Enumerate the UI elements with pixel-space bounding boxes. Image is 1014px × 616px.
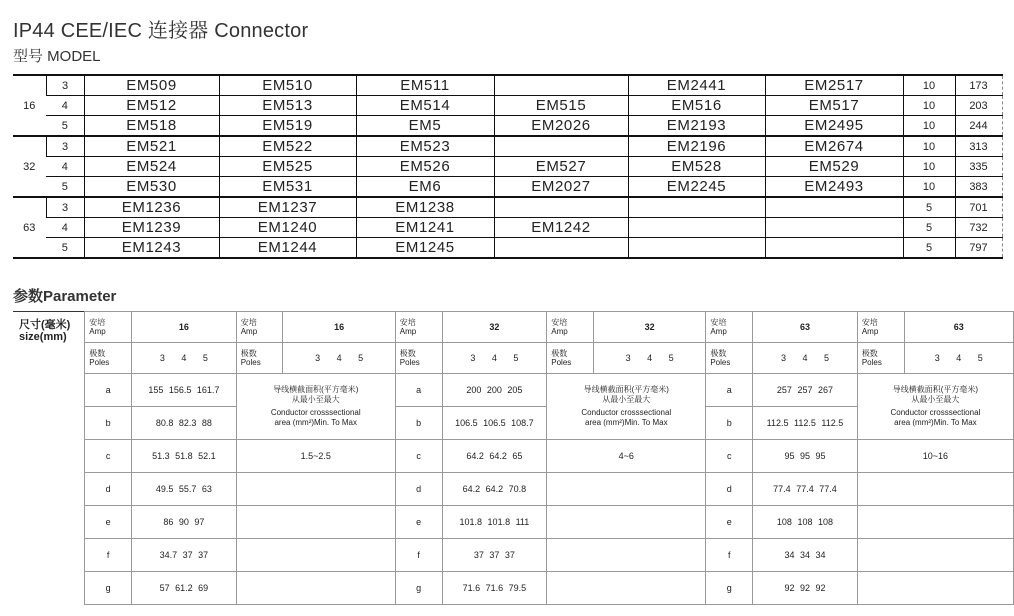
model-code: EM1239 bbox=[84, 218, 219, 238]
dimension-label: c bbox=[85, 440, 132, 473]
model-row bbox=[13, 136, 1002, 157]
poles-values: 3 4 5 bbox=[132, 343, 237, 374]
dimension-label: b bbox=[395, 407, 442, 440]
qty-cell: 10 bbox=[903, 157, 955, 177]
number-cell: 732 bbox=[955, 218, 1002, 238]
dimension-label: f bbox=[706, 539, 753, 572]
model-row bbox=[13, 116, 1002, 137]
model-code: EM1237 bbox=[219, 197, 356, 218]
qty-cell: 10 bbox=[903, 75, 955, 96]
dimension-label: b bbox=[706, 407, 753, 440]
dimension-values: 257 257 267 bbox=[753, 374, 858, 407]
model-code bbox=[494, 75, 628, 96]
model-code: EM1236 bbox=[84, 197, 219, 218]
qty-cell: 5 bbox=[903, 238, 955, 259]
dimension-values: 34.7 37 37 bbox=[132, 539, 237, 572]
model-code: EM1245 bbox=[356, 238, 494, 259]
poles-label: 极数 Poles bbox=[857, 343, 904, 374]
dimension-label: c bbox=[706, 440, 753, 473]
empty-cell bbox=[236, 572, 395, 605]
model-table bbox=[13, 74, 1003, 259]
empty-cell bbox=[857, 539, 1013, 572]
amp-label: 安培 Amp bbox=[547, 312, 594, 343]
model-code: EM2027 bbox=[494, 177, 628, 198]
amp-cell: 63 bbox=[23, 221, 36, 234]
model-code: EM510 bbox=[219, 75, 356, 96]
dimension-values: 200 200 205 bbox=[442, 374, 547, 407]
model-code: EM1244 bbox=[219, 238, 356, 259]
amp-value: 16 bbox=[132, 312, 237, 343]
dimension-values: 80.8 82.3 88 bbox=[132, 407, 237, 440]
model-code: EM511 bbox=[356, 75, 494, 96]
poles-values: 3 4 5 bbox=[442, 343, 547, 374]
amp-value: 63 bbox=[753, 312, 858, 343]
page-title: IP44 CEE/IEC 连接器 Connector bbox=[13, 20, 309, 42]
dimension-row bbox=[13, 506, 1014, 539]
qty-cell: 10 bbox=[903, 116, 955, 137]
model-code: EM2196 bbox=[628, 136, 765, 157]
model-code: EM5 bbox=[356, 116, 494, 137]
model-code: EM515 bbox=[494, 96, 628, 116]
model-code bbox=[628, 238, 765, 259]
poles-cell: 5 bbox=[61, 180, 68, 193]
model-code: EM531 bbox=[219, 177, 356, 198]
amp-cell: 16 bbox=[23, 99, 36, 112]
model-code: EM513 bbox=[219, 96, 356, 116]
model-code: EM516 bbox=[628, 96, 765, 116]
model-code: EM1238 bbox=[356, 197, 494, 218]
empty-cell bbox=[236, 506, 395, 539]
model-code bbox=[765, 197, 903, 218]
note-cn: 导线横截面积(平方毫米) 从最小至最大 bbox=[892, 385, 979, 404]
model-code: EM2441 bbox=[628, 75, 765, 96]
model-code: EM2493 bbox=[765, 177, 903, 198]
model-code: EM2026 bbox=[494, 116, 628, 137]
note-cn: 导线横截面积(平方毫米) 从最小至最大 bbox=[273, 385, 359, 404]
model-code: EM526 bbox=[356, 157, 494, 177]
number-cell: 335 bbox=[955, 157, 1002, 177]
model-code bbox=[628, 197, 765, 218]
empty-cell bbox=[857, 506, 1013, 539]
dimension-row bbox=[13, 440, 1014, 473]
conductor-range: 4~6 bbox=[547, 440, 706, 473]
model-code bbox=[628, 218, 765, 238]
model-code: EM2674 bbox=[765, 136, 903, 157]
dimension-values: 51.3 51.8 52.1 bbox=[132, 440, 237, 473]
dimension-row bbox=[13, 374, 1014, 407]
number-cell: 701 bbox=[955, 197, 1002, 218]
model-row bbox=[13, 197, 1002, 218]
empty-cell bbox=[547, 572, 706, 605]
dimension-row bbox=[13, 473, 1014, 506]
poles-label: 极数 Poles bbox=[85, 343, 132, 374]
amp-label: 安培 Amp bbox=[857, 312, 904, 343]
amp-value: 32 bbox=[594, 312, 706, 343]
model-code: EM517 bbox=[765, 96, 903, 116]
note-en: Conductor crosssectional area (mm²)Min. To Max bbox=[270, 408, 361, 427]
poles-cell: 5 bbox=[61, 241, 68, 254]
dimension-label: a bbox=[85, 374, 132, 407]
model-subtitle: 型号 MODEL bbox=[13, 48, 101, 65]
dimension-label: g bbox=[706, 572, 753, 605]
model-code: EM529 bbox=[765, 157, 903, 177]
model-code: EM525 bbox=[219, 157, 356, 177]
dimension-label: e bbox=[706, 506, 753, 539]
dimension-values: 34 34 34 bbox=[753, 539, 858, 572]
model-code: EM1242 bbox=[494, 218, 628, 238]
dimension-values: 57 61.2 69 bbox=[132, 572, 237, 605]
number-cell: 203 bbox=[955, 96, 1002, 116]
dimension-label: a bbox=[706, 374, 753, 407]
dimension-row bbox=[13, 539, 1014, 572]
model-code: EM6 bbox=[356, 177, 494, 198]
model-code bbox=[494, 136, 628, 157]
dimension-label: b bbox=[85, 407, 132, 440]
model-code: EM2495 bbox=[765, 116, 903, 137]
poles-values: 3 4 5 bbox=[283, 343, 395, 374]
dimension-values: 71.6 71.6 79.5 bbox=[442, 572, 547, 605]
poles-cell: 3 bbox=[46, 136, 84, 157]
model-row bbox=[13, 218, 1002, 238]
amp-label: 安培 Amp bbox=[236, 312, 283, 343]
dimension-values: 64.2 64.2 65 bbox=[442, 440, 547, 473]
poles-label: 极数 Poles bbox=[395, 343, 442, 374]
model-code: EM512 bbox=[84, 96, 219, 116]
model-code: EM522 bbox=[219, 136, 356, 157]
model-row bbox=[13, 157, 1002, 177]
poles-values: 3 4 5 bbox=[904, 343, 1013, 374]
model-code: EM2245 bbox=[628, 177, 765, 198]
empty-cell bbox=[857, 473, 1013, 506]
model-code: EM514 bbox=[356, 96, 494, 116]
qty-cell: 5 bbox=[903, 218, 955, 238]
note-en: Conductor crosssectional area (mm²)Min. To Max bbox=[581, 408, 672, 427]
model-code: EM530 bbox=[84, 177, 219, 198]
empty-cell bbox=[857, 572, 1013, 605]
dimension-values: 92 92 92 bbox=[753, 572, 858, 605]
amp-value: 16 bbox=[283, 312, 395, 343]
dimension-label: d bbox=[85, 473, 132, 506]
amp-label: 安培 Amp bbox=[85, 312, 132, 343]
dimension-label: c bbox=[395, 440, 442, 473]
poles-cell: 4 bbox=[61, 221, 68, 234]
empty-cell bbox=[547, 473, 706, 506]
poles-label: 极数 Poles bbox=[236, 343, 283, 374]
number-cell: 383 bbox=[955, 177, 1002, 198]
qty-cell: 5 bbox=[903, 197, 955, 218]
dimension-row bbox=[13, 572, 1014, 605]
amp-label: 安培 Amp bbox=[395, 312, 442, 343]
dimension-values: 64.2 64.2 70.8 bbox=[442, 473, 547, 506]
model-code: EM2517 bbox=[765, 75, 903, 96]
poles-values: 3 4 5 bbox=[753, 343, 858, 374]
dimension-values: 77.4 77.4 77.4 bbox=[753, 473, 858, 506]
model-code: EM523 bbox=[356, 136, 494, 157]
dimension-values: 155 156.5 161.7 bbox=[132, 374, 237, 407]
poles-values: 3 4 5 bbox=[594, 343, 706, 374]
dimension-values: 106.5 106.5 108.7 bbox=[442, 407, 547, 440]
dimension-label: e bbox=[395, 506, 442, 539]
model-code: EM527 bbox=[494, 157, 628, 177]
poles-cell: 3 bbox=[46, 75, 84, 96]
model-code: EM524 bbox=[84, 157, 219, 177]
number-cell: 244 bbox=[955, 116, 1002, 137]
conductor-note bbox=[236, 374, 395, 440]
model-row bbox=[13, 96, 1002, 116]
dimension-values: 95 95 95 bbox=[753, 440, 858, 473]
dimension-label: f bbox=[395, 539, 442, 572]
dimension-label: d bbox=[706, 473, 753, 506]
empty-cell bbox=[547, 506, 706, 539]
size-label-cn: 尺寸(毫米) bbox=[19, 319, 71, 331]
conductor-note bbox=[547, 374, 706, 440]
amp-header-row bbox=[13, 312, 1014, 343]
dimension-label: e bbox=[85, 506, 132, 539]
note-en: Conductor crosssectional area (mm²)Min. To Max bbox=[890, 408, 981, 427]
qty-cell: 10 bbox=[903, 136, 955, 157]
size-label-en: size(mm) bbox=[19, 331, 67, 343]
parameter-table bbox=[13, 311, 1014, 605]
size-label bbox=[13, 312, 85, 605]
empty-cell bbox=[547, 539, 706, 572]
model-row bbox=[13, 75, 1002, 96]
model-code: EM528 bbox=[628, 157, 765, 177]
model-code: EM1240 bbox=[219, 218, 356, 238]
poles-cell: 4 bbox=[61, 99, 68, 112]
model-code: EM519 bbox=[219, 116, 356, 137]
empty-cell bbox=[236, 473, 395, 506]
poles-label: 极数 Poles bbox=[547, 343, 594, 374]
number-cell: 797 bbox=[955, 238, 1002, 259]
dimension-label: f bbox=[85, 539, 132, 572]
dimension-values: 37 37 37 bbox=[442, 539, 547, 572]
model-code bbox=[765, 218, 903, 238]
empty-cell bbox=[236, 539, 395, 572]
model-code bbox=[494, 238, 628, 259]
conductor-note bbox=[857, 374, 1013, 440]
parameter-title: 参数Parameter bbox=[13, 288, 117, 305]
dimension-label: g bbox=[85, 572, 132, 605]
note-cn: 导线横截面积(平方毫米) 从最小至最大 bbox=[583, 385, 669, 404]
amp-value: 32 bbox=[442, 312, 547, 343]
model-row bbox=[13, 238, 1002, 259]
poles-cell: 4 bbox=[61, 160, 68, 173]
dimension-values: 86 90 97 bbox=[132, 506, 237, 539]
qty-cell: 10 bbox=[903, 96, 955, 116]
model-code: EM509 bbox=[84, 75, 219, 96]
number-cell: 173 bbox=[955, 75, 1002, 96]
conductor-range: 10~16 bbox=[857, 440, 1013, 473]
model-code: EM2193 bbox=[628, 116, 765, 137]
dimension-values: 49.5 55.7 63 bbox=[132, 473, 237, 506]
model-row bbox=[13, 177, 1002, 198]
poles-cell: 5 bbox=[61, 119, 68, 132]
model-code bbox=[765, 238, 903, 259]
amp-label: 安培 Amp bbox=[706, 312, 753, 343]
dimension-values: 112.5 112.5 112.5 bbox=[753, 407, 858, 440]
dimension-label: g bbox=[395, 572, 442, 605]
model-code: EM1243 bbox=[84, 238, 219, 259]
model-code: EM518 bbox=[84, 116, 219, 137]
poles-label: 极数 Poles bbox=[706, 343, 753, 374]
number-cell: 313 bbox=[955, 136, 1002, 157]
dimension-label: d bbox=[395, 473, 442, 506]
amp-cell: 32 bbox=[23, 160, 36, 173]
dimension-label: a bbox=[395, 374, 442, 407]
conductor-range: 1.5~2.5 bbox=[236, 440, 395, 473]
model-code bbox=[494, 197, 628, 218]
model-code: EM1241 bbox=[356, 218, 494, 238]
qty-cell: 10 bbox=[903, 177, 955, 198]
model-code: EM521 bbox=[84, 136, 219, 157]
dimension-values: 108 108 108 bbox=[753, 506, 858, 539]
poles-header-row bbox=[13, 343, 1014, 374]
dimension-values: 101.8 101.8 111 bbox=[442, 506, 547, 539]
amp-value: 63 bbox=[904, 312, 1013, 343]
poles-cell: 3 bbox=[46, 197, 84, 218]
